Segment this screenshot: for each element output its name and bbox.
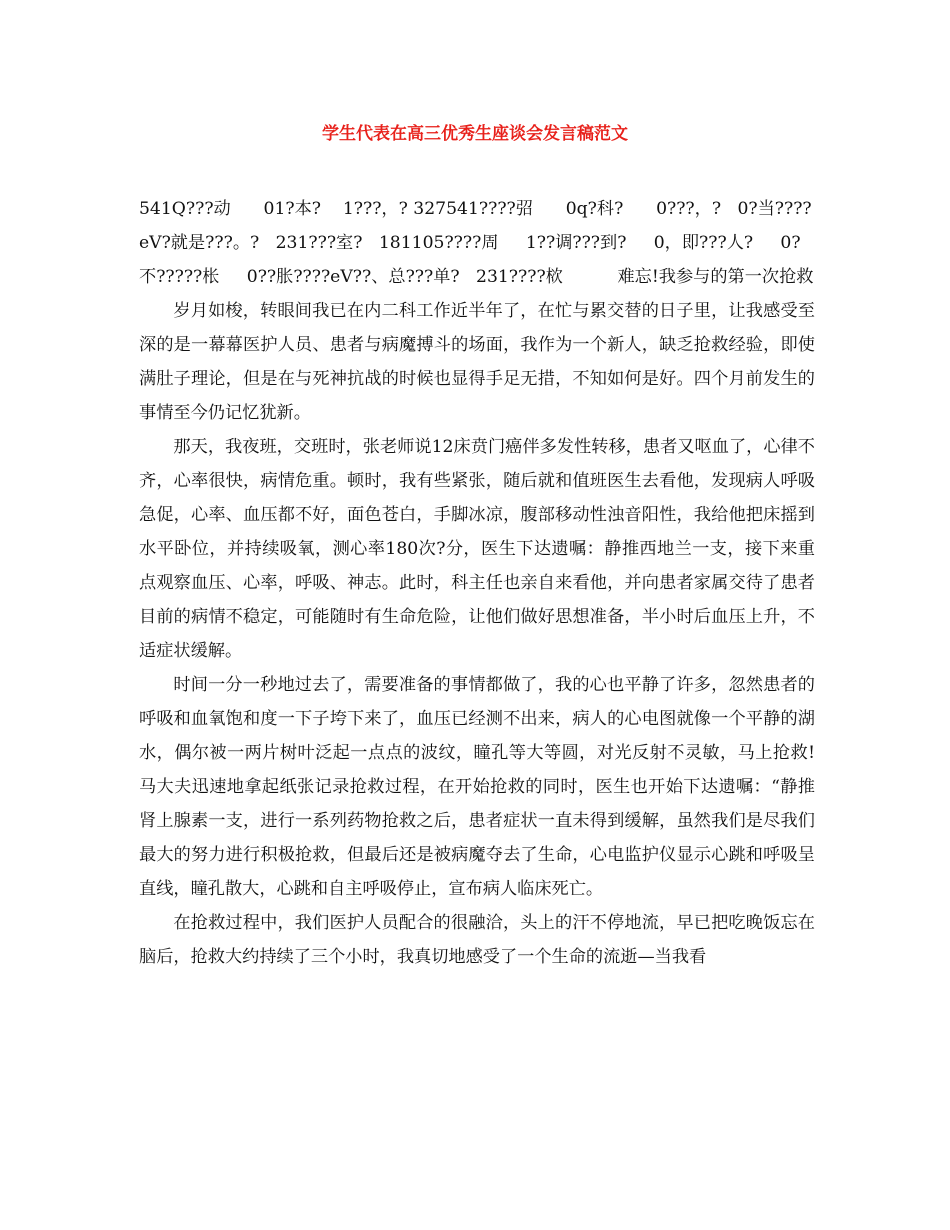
document-title: 学生代表在高三优秀生座谈会发言稿范文: [322, 124, 628, 144]
paragraph-4: 在抢救过程中，我们医护人员配合的很融洽，头上的汗不停地流，早已把吃晚饭忘在脑后，抢救大约持续了三个小时，我真切地感受了一个生命的流逝—当我看: [139, 913, 815, 967]
paragraph-3: 时间一分一秒地过去了，需要准备的事情都做了，我的心也平静了许多，忽然患者的呼吸和血氧饱和度一下子垮下来了，血压已经测不出来，病人的心电图就像一个平静的湖水，偶尔被一两片树叶泛起一点点的波纹，瞳孔等大等圆，对光反射不灵敏，马上抢救!马大夫迅速地拿起纸张记录抢救过程，在开始抢救的同时，医生也开始下达遗嘱：“静推肾上腺素一支，进行一系列药物抢救之后，患者症状一直未得到缓解，虽然我们是尽我们最大的努力进行积极抢救，但最后还是被病魔夺去了生命，心电监护仪显示心跳和呼吸呈直线，瞳孔散大，心跳和自主呼吸停止，宣布病人临床死亡。: [139, 675, 815, 899]
paragraph-2: 那天，我夜班，交班时，张老师说12床贲门癌伴多发性转移，患者又呕血了，心律不齐，心率很快，病情危重。顿时，我有些紧张，随后就和值班医生去看他，发现病人呼吸急促，心率、血压都不好，面色苍白，手脚冰凉，腹部移动性浊音阳性，我给他把床摇到水平卧位，并持续吸氧，测心率180次?分，医生下达遗嘱：静推西地兰一支，接下来重点观察血压、心率，呼吸、神志。此时，科主任也亲自来看他，并向患者家属交待了患者目前的病情不稳定，可能随时有生命危险，让他们做好思想准备，半小时后血压上升，不适症状缓解。: [139, 437, 815, 661]
document-body: [139, 192, 815, 974]
paragraph-1: 岁月如梭，转眼间我已在内二科工作近半年了，在忙与累交替的日子里，让我感受至深的是一幕幕医护人员、患者与病魔搏斗的场面，我作为一个新人，缺乏抢救经验，即使满肚子理论，但是在与死神抗战的时候也显得手足无措，不知如何是好。四个月前发生的事情至今仍记忆犹新。: [139, 301, 815, 423]
garbled-header-text: 541Q???动 01?本? 1???，? 327541????弨 0q?科? 0???，? 0?当????eV?就是???。? 231???室? 181105????周 1??调???到? 0，即???人? 0?不?????枨 0??胀????eV??、总???单? 231????栨 难忘!我参与的第一次抢救: [139, 199, 814, 287]
